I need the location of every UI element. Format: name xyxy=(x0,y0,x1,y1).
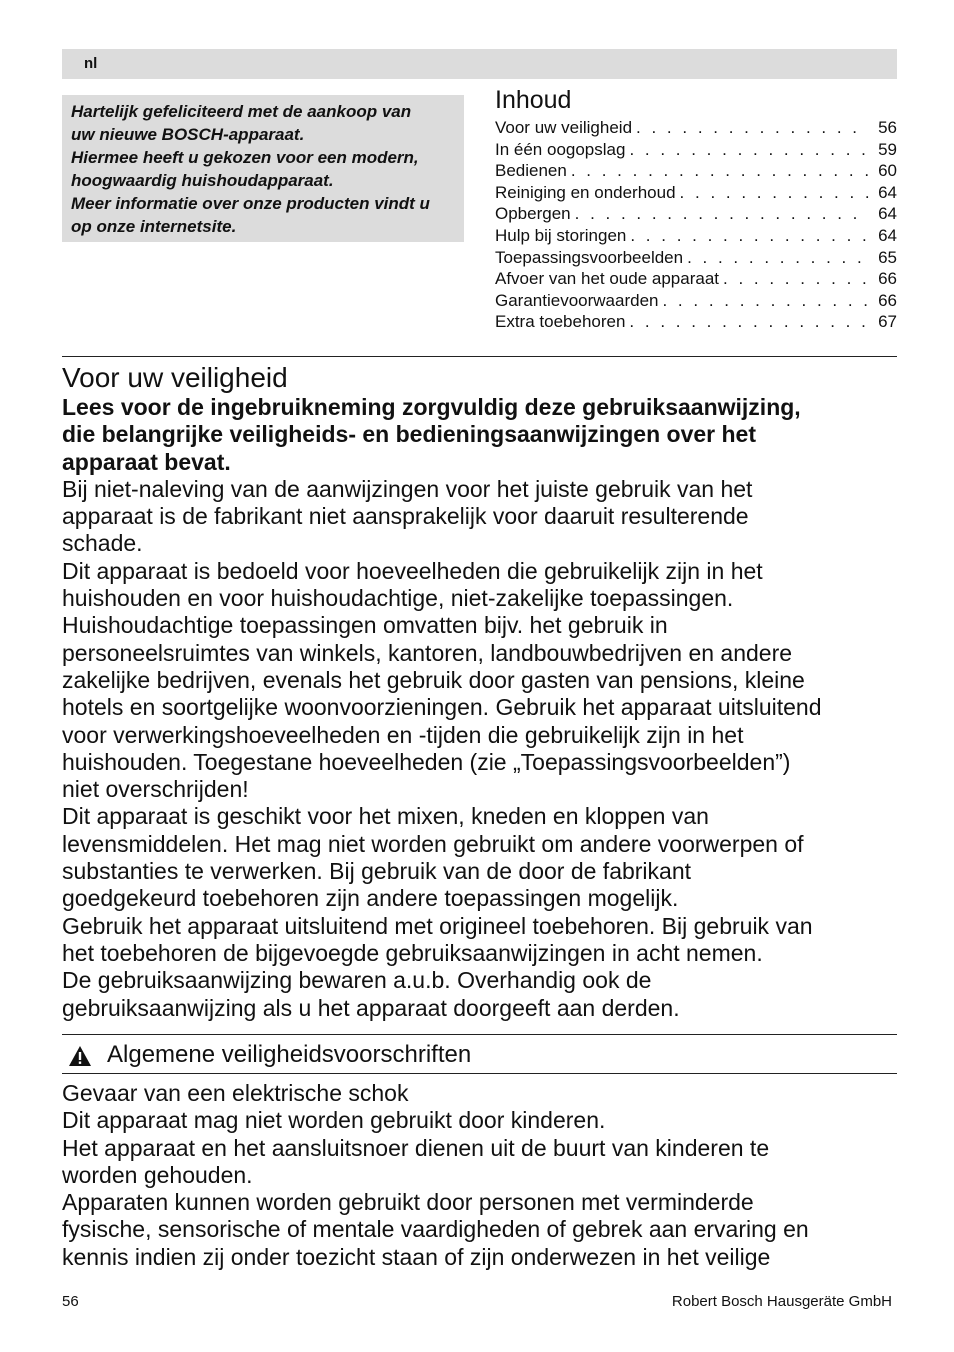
intro-line: Hartelijk gefeliciteerd met de aankoop van xyxy=(71,102,412,121)
lead-line: die belangrijke veiligheids- en bedieningsaanwijzingen over het xyxy=(62,421,756,448)
toc-entry-label: Hulp bij storingen xyxy=(495,225,627,245)
body-line: Dit apparaat mag niet worden gebruikt door kinderen. xyxy=(62,1107,606,1134)
warning-top-rule xyxy=(62,1034,897,1035)
page-number: 56 xyxy=(62,1293,79,1310)
warning-bottom-rule xyxy=(62,1073,897,1074)
section-title: Voor uw veiligheid xyxy=(62,362,288,393)
subsection-title: Gevaar van een elektrische schok xyxy=(62,1080,409,1106)
body-line: Gebruik het apparaat uitsluitend met origineel toebehoren. Bij gebruik van xyxy=(62,912,813,939)
toc-entry-page: 56 xyxy=(878,118,897,137)
toc-dot-leader xyxy=(571,160,869,182)
toc-entry-page: 66 xyxy=(878,290,897,310)
toc-entry[interactable] xyxy=(495,117,897,139)
body-line: goedgekeurd toebehoren zijn andere toepassingen mogelijk. xyxy=(62,885,679,912)
body-line: worden gehouden. xyxy=(62,1161,253,1188)
table-of-contents xyxy=(495,85,897,333)
toc-entry-label: Voor uw veiligheid xyxy=(495,118,633,137)
intro-line: Hiermee heeft u gekozen voor een modern, xyxy=(71,148,419,167)
language-code: nl xyxy=(84,55,98,72)
body-line: personeelsruimtes van winkels, kantoren, landbouwbedrijven en andere xyxy=(62,639,793,666)
body-line: huishouden en voor huishoudachtige, niet-zakelijke toepassingen. xyxy=(62,585,734,612)
toc-dot-leader xyxy=(636,117,869,139)
toc-entry-label: Bedienen xyxy=(495,161,567,181)
lead-line: Lees voor de ingebruikneming zorgvuldig deze gebruiksaanwijzing, xyxy=(62,394,801,420)
toc-entry-label: Extra toebehoren xyxy=(495,312,626,332)
intro-line: op onze internetsite. xyxy=(71,217,237,236)
intro-line: Meer informatie over onze producten vindt u xyxy=(71,194,430,213)
lead-line: apparaat bevat. xyxy=(62,448,231,475)
electric-shock-section xyxy=(62,1080,902,1271)
toc-entry[interactable] xyxy=(495,290,897,312)
toc-entry-label: Opbergen xyxy=(495,204,571,224)
toc-entry-label: Toepassingsvoorbeelden xyxy=(495,247,684,267)
toc-entry[interactable] xyxy=(495,268,897,290)
safety-section xyxy=(62,362,902,1022)
body-line: hotels en soortgelijke woonvoorzieningen. Gebruik het apparaat uitsluitend xyxy=(62,694,822,721)
intro-box xyxy=(62,95,464,242)
toc-dot-leader xyxy=(630,225,869,247)
toc-entry[interactable] xyxy=(495,182,897,204)
body-line: Dit apparaat is bedoeld voor hoeveelheden die gebruikelijk zijn in het xyxy=(62,557,763,584)
body-line: De gebruiksaanwijzing bewaren a.u.b. Overhandig ook de xyxy=(62,967,652,994)
body-line: Apparaten kunnen worden gebruikt door personen met verminderde xyxy=(62,1189,754,1216)
toc-entry-page: 64 xyxy=(878,225,897,245)
toc-entry-page: 60 xyxy=(878,161,897,181)
language-bar xyxy=(62,49,897,79)
toc-entry-label: Garantievoorwaarden xyxy=(495,290,659,310)
toc-entry[interactable] xyxy=(495,203,897,225)
toc-entry[interactable] xyxy=(495,160,897,182)
body-line: zakelijke bedrijven, evenals het gebruik door gasten van pensions, kleine xyxy=(62,666,805,693)
body-line: het toebehoren de bijgevoegde gebruiksaanwijzingen in acht nemen. xyxy=(62,939,763,966)
body-line: apparaat is de fabrikant niet aansprakelijk voor daaruit resulterende xyxy=(62,503,749,530)
intro-line: hoogwaardig huishoudapparaat. xyxy=(71,171,334,190)
body-line: fysische, sensorische of mentale vaardigheden of gebrek aan ervaring en xyxy=(62,1216,809,1243)
warning-triangle-icon xyxy=(68,1045,92,1067)
body-line: Het apparaat en het aansluitsnoer dienen uit de buurt van kinderen te xyxy=(62,1134,770,1161)
body-line: Bij niet-naleving van de aanwijzingen voor het juiste gebruik van het xyxy=(62,475,753,502)
toc-entry-page: 64 xyxy=(878,204,897,224)
toc-dot-leader xyxy=(662,290,869,312)
toc-entry-label: Reiniging en onderhoud xyxy=(495,182,676,202)
warning-heading xyxy=(62,1039,897,1073)
toc-entry-page: 59 xyxy=(878,139,897,159)
body-line: Huishoudachtige toepassingen omvatten bijv. het gebruik in xyxy=(62,612,668,639)
toc-entry[interactable] xyxy=(495,139,897,161)
toc-entry[interactable] xyxy=(495,311,897,333)
body-line: niet overschrijden! xyxy=(62,776,249,803)
toc-entry[interactable] xyxy=(495,225,897,247)
toc-entry-page: 66 xyxy=(878,269,897,289)
body-line: Dit apparaat is geschikt voor het mixen, kneden en kloppen van xyxy=(62,803,709,830)
toc-dot-leader xyxy=(680,182,869,204)
toc-entry-page: 64 xyxy=(878,182,897,202)
section-divider xyxy=(62,356,897,357)
toc-entry[interactable] xyxy=(495,247,897,269)
body-line: schade. xyxy=(62,530,143,557)
toc-dot-leader xyxy=(687,247,869,269)
toc-dot-leader xyxy=(575,203,869,225)
body-line: gebruiksaanwijzing als u het apparaat doorgeeft aan derden. xyxy=(62,994,680,1021)
toc-entry-page: 67 xyxy=(878,312,897,332)
toc-entry-label: In één oogopslag xyxy=(495,139,626,159)
body-line: kennis indien zij onder toezicht staan of zijn onderwezen in het veilige xyxy=(62,1243,771,1270)
body-line: substanties te verwerken. Bij gebruik van de door de fabrikant xyxy=(62,858,692,885)
body-line: huishouden. Toegestane hoeveelheden (zie „Toepassingsvoorbeelden”) xyxy=(62,748,791,775)
toc-dot-leader xyxy=(629,311,869,333)
toc-dot-leader xyxy=(723,268,869,290)
toc-dot-leader xyxy=(629,139,869,161)
warning-heading-text: Algemene veiligheidsvoorschriften xyxy=(107,1041,472,1068)
body-line: levensmiddelen. Het mag niet worden gebruikt om andere voorwerpen of xyxy=(62,830,804,857)
body-line: voor verwerkingshoeveelheden en -tijden die gebruikelijk zijn in het xyxy=(62,721,744,748)
toc-entry-label: Afvoer van het oude apparaat xyxy=(495,269,719,289)
company-name: Robert Bosch Hausgeräte GmbH xyxy=(671,1293,892,1310)
toc-entry-page: 65 xyxy=(878,247,897,267)
toc-title: Inhoud xyxy=(495,86,572,114)
intro-line: uw nieuwe BOSCH-apparaat. xyxy=(71,125,305,144)
